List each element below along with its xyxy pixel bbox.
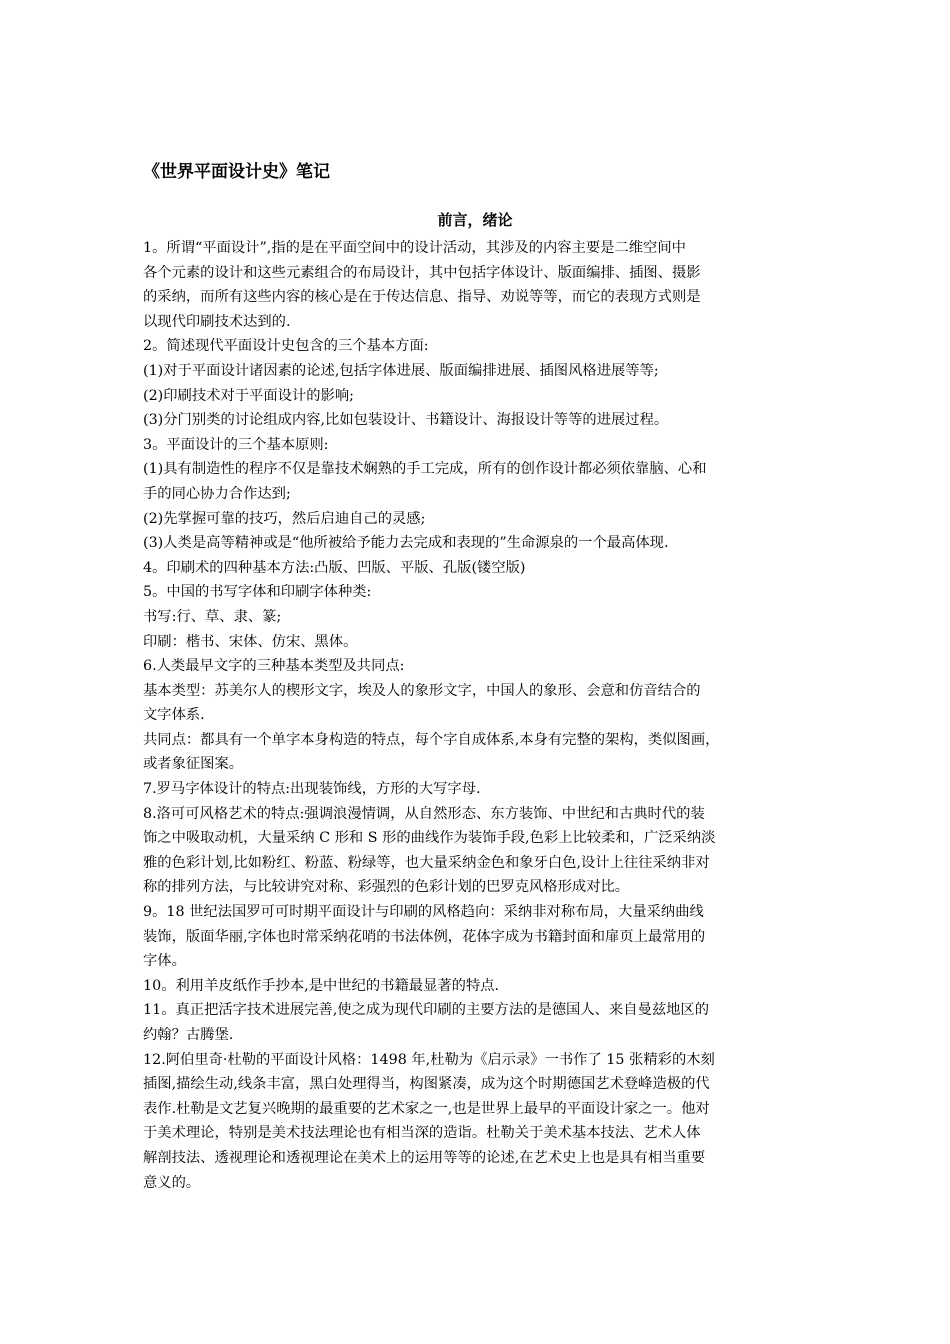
text-line: 解剖技法、透视理论和透视理论在美术上的运用等等的论述,在艺术史上也是具有相当重要 xyxy=(143,1149,706,1166)
text-line: (3)人类是高等精神或是“他所被给予能力去完成和表现的”生命源泉的一个最高体现. xyxy=(143,535,669,552)
text-line: 的采纳，而所有这些内容的核心是在于传达信息、指导、劝说等等，而它的表现方式则是 xyxy=(143,289,701,306)
text-line: 意义的。 xyxy=(143,1174,201,1191)
text-line: 2。简述现代平面设计史包含的三个基本方面: xyxy=(143,338,429,355)
text-line: 称的排列方法，与比较讲究对称、彩强烈的色彩计划的巴罗克风格形成对比。 xyxy=(143,879,630,896)
text-line: 表作.杜勒是文艺复兴晚期的最重要的艺术家之一,也是世界上最早的平面设计家之一。他对 xyxy=(143,1100,710,1117)
text-line: 印刷：楷书、宋体、仿宋、黑体。 xyxy=(143,633,358,650)
document-title: 《世界平面设计史》笔记 xyxy=(143,162,330,182)
text-line: 5。中国的书写字体和印刷字体种类: xyxy=(143,584,372,601)
text-line: 手的同心协力合作达到; xyxy=(143,485,291,502)
text-line: 于美术理论，特别是美术技法理论也有相当深的造诣。杜勒关于美术基本技法、艺术人体 xyxy=(143,1125,701,1142)
text-line: 3。平面设计的三个基本原则: xyxy=(143,436,329,453)
text-line: 6.人类最早文字的三种基本类型及共同点: xyxy=(143,658,405,675)
text-line: 10。利用羊皮纸作手抄本,是中世纪的书籍最显著的特点. xyxy=(143,977,500,994)
text-line: 书写:行、草、隶、篆; xyxy=(143,608,282,625)
text-line: (2)先掌握可靠的技巧，然后启迪自己的灵感; xyxy=(143,510,426,527)
text-line: 7.罗马字体设计的特点:出现装饰线，方形的大写字母. xyxy=(143,781,481,798)
text-line: 9。18 世纪法国罗可可时期平面设计与印刷的风格趋向：采纳非对称布局，大量采纳曲线 xyxy=(143,904,704,921)
text-line: (1)对于平面设计诸因素的论述,包括字体进展、版面编排进展、插图风格进展等等; xyxy=(143,362,659,379)
text-line: 12.阿伯里奇·杜勒的平面设计风格：1498 年,杜勒为《启示录》一书作了 15 张精彩的木刻 xyxy=(143,1051,715,1068)
body-text xyxy=(143,236,815,1195)
text-line: 插图,描绘生动,线条丰富，黑白处理得当，构图紧凑，成为这个时期德国艺术登峰造极的代 xyxy=(143,1076,710,1093)
section-heading: 前言，绪论 xyxy=(437,211,513,229)
text-line: 共同点：都具有一个单字本身构造的特点，每个字自成体系,本身有完整的架构，类似图画， xyxy=(143,731,720,748)
text-line: 8.洛可可风格艺术的特点:强调浪漫情调，从自然形态、东方装饰、中世纪和古典时代的装 xyxy=(143,805,705,822)
text-line: (3)分门别类的讨论组成内容,比如包装设计、书籍设计、海报设计等等的进展过程。 xyxy=(143,412,669,429)
text-line: 约翰？古腾堡. xyxy=(143,1027,234,1043)
text-line: 字体。 xyxy=(143,953,186,970)
text-line: 11。真正把活字技术进展完善,使之成为现代印刷的主要方法的是德国人、来自曼兹地区的 xyxy=(143,1002,710,1019)
text-line: 饰之中吸取动机，大量采纳 C 形和 S 形的曲线作为装饰手段,色彩上比较柔和，广泛采纳淡 xyxy=(143,830,716,847)
text-line: 装饰，版面华丽,字体也时常采纳花哨的书法体例，花体字成为书籍封面和扉页上最常用的 xyxy=(143,928,706,945)
text-line: 文字体系. xyxy=(143,707,205,724)
text-line: 或者象征图案。 xyxy=(143,756,244,773)
text-line: 以现代印刷技术达到的. xyxy=(143,313,291,330)
text-line: 4。印刷术的四种基本方法:凸版、凹版、平版、孔版(镂空版) xyxy=(143,559,526,576)
text-line: 1。所谓“平面设计”,指的是在平面空间中的设计活动，其涉及的内容主要是二维空间中 xyxy=(143,240,686,256)
text-line: 雅的色彩计划,比如粉红、粉蓝、粉绿等，也大量采纳金色和象牙白色,设计上往往采纳非对 xyxy=(143,854,710,871)
text-line: (1)具有制造性的程序不仅是靠技术娴熟的手工完成，所有的创作设计都必须依靠脑、心和 xyxy=(143,461,707,478)
text-line: 各个元素的设计和这些元素组合的布局设计，其中包括字体设计、版面编排、插图、摄影 xyxy=(143,264,701,281)
text-line: (2)印刷技术对于平面设计的影响; xyxy=(143,387,354,404)
text-line: 基本类型：苏美尔人的楔形文字，埃及人的象形文字，中国人的象形、会意和仿音结合的 xyxy=(143,682,701,699)
